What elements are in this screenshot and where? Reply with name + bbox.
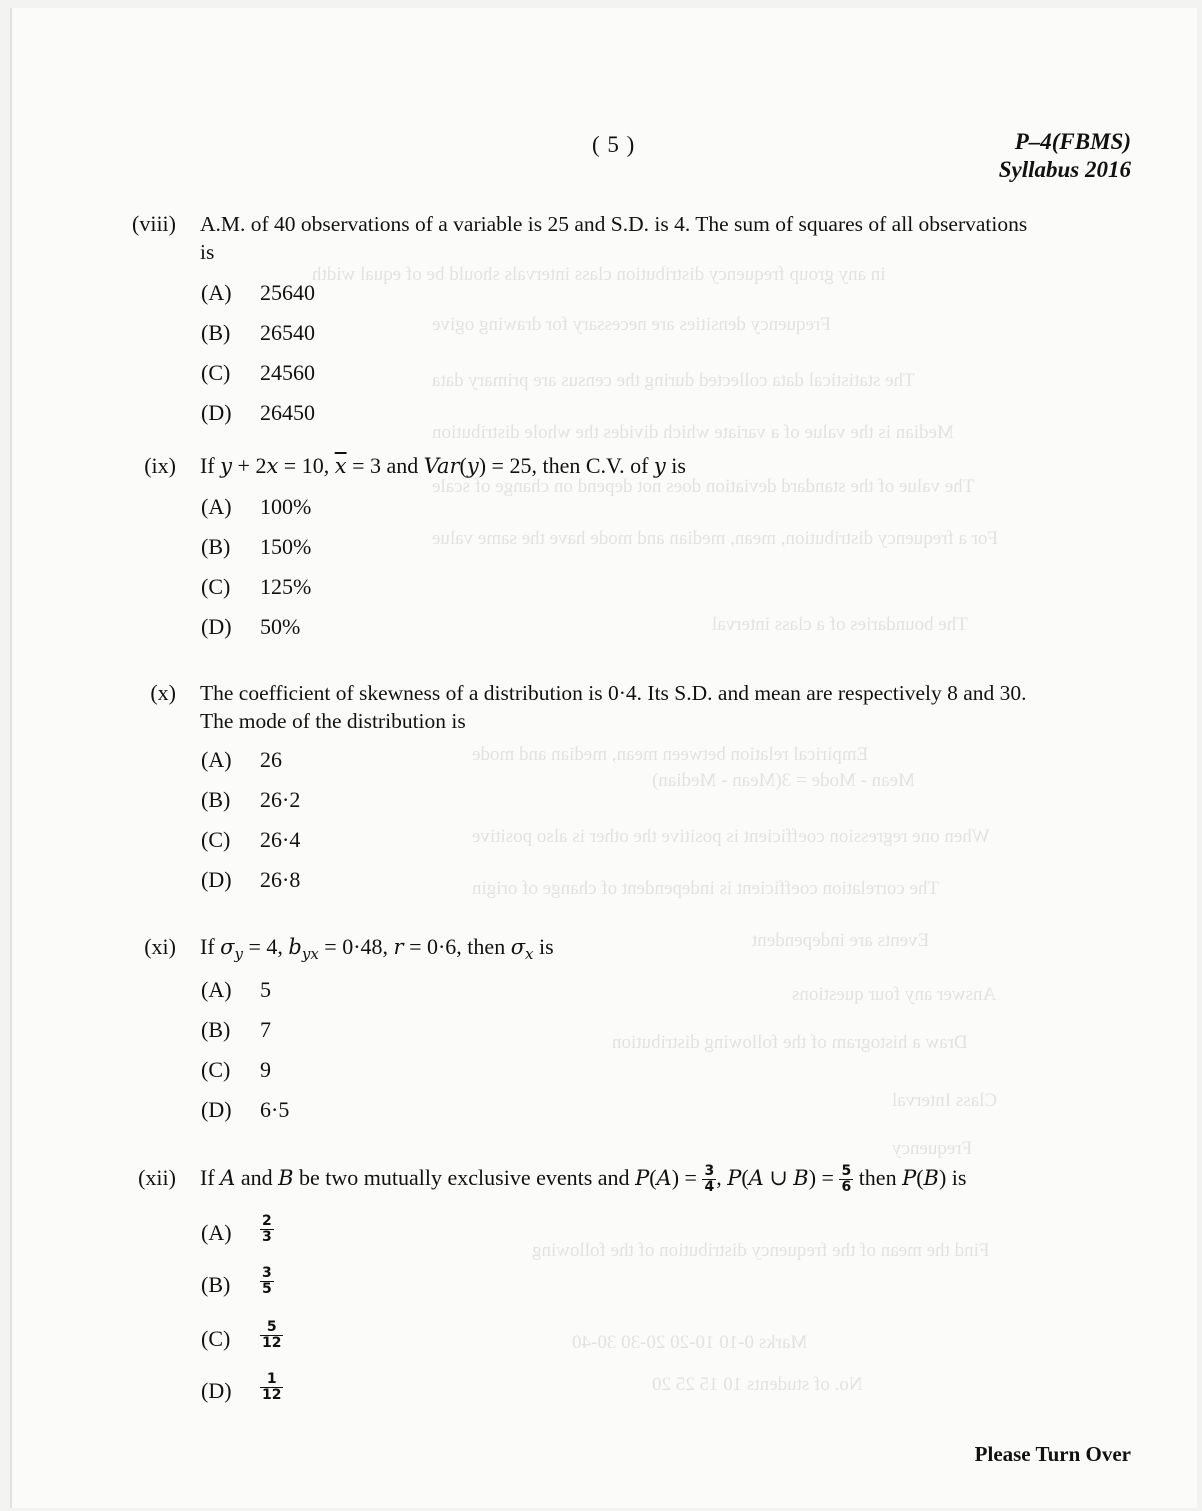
option-value: 26540 <box>260 320 315 345</box>
bleed-through: The correlation coefficient is independent of change of origin <box>472 878 940 899</box>
bleed-through: No. of students 10 15 25 20 <box>652 1374 863 1395</box>
option-label: (A) <box>201 1220 232 1245</box>
option-label: (D) <box>201 400 232 425</box>
bleed-through: Marks 0-10 10-20 20-30 30-40 <box>572 1332 808 1353</box>
option-value: 26·8 <box>260 867 301 892</box>
fraction-denominator: 12 <box>262 1387 282 1403</box>
question-text-line: A.M. of 40 observations of a variable is 25 and S.D. is 4. The sum of squares of all observations <box>200 212 1028 236</box>
question-number: (xi) <box>144 934 176 959</box>
bleed-through: Frequency densities are necessary for drawing ogive <box>432 314 831 335</box>
question-text-line: The mode of the distribution is <box>200 709 466 733</box>
bleed-through: Empirical relation between mean, median and mode <box>472 744 869 765</box>
option-label: (C) <box>201 1326 231 1351</box>
fraction-numerator: 1 <box>260 1372 283 1388</box>
question-text: If $\sigma_y = 4$, $b_{yx} = 0\cdot 48$, r = 0·6, then $\sigma_x$ is <box>200 934 554 964</box>
option-value: 100% <box>260 494 312 519</box>
bleed-through: Find the mean of the frequency distribution of the following <box>532 1240 990 1261</box>
fraction: $\frac{5}{6}$ <box>841 1163 852 1196</box>
fraction-numerator: 5 <box>260 1320 283 1336</box>
bleed-through: Draw a histogram of the following distribution <box>612 1032 968 1053</box>
syllabus-year: Syllabus 2016 <box>998 157 1131 182</box>
question-text <box>200 210 1148 266</box>
fraction-denominator: 12 <box>262 1335 282 1351</box>
bleed-through: Class Interval <box>892 1090 998 1111</box>
option-label: (A) <box>201 280 232 305</box>
option-label: (B) <box>201 1017 231 1042</box>
option-label: (B) <box>201 1272 231 1297</box>
option-label: (D) <box>201 867 232 892</box>
exam-page <box>10 8 1197 1508</box>
option-value: 26450 <box>260 400 315 425</box>
option-label: (A) <box>201 977 232 1002</box>
question-text <box>200 679 1148 735</box>
option-value: 125% <box>260 574 312 599</box>
bleed-through: For a frequency distribution, mean, median and mode have the same value <box>432 528 999 549</box>
bleed-through: in any group frequency distribution class intervals should be of equal width <box>312 264 886 285</box>
option-value: 25640 <box>260 280 315 305</box>
option-label: (A) <box>201 747 232 772</box>
option-label: (B) <box>201 534 231 559</box>
option-label: (D) <box>201 614 232 639</box>
paper-header <box>999 128 1131 184</box>
question-number: (viii) <box>132 211 176 236</box>
question-text: If y + 2x = 10, $\overline{x} = 3$ and Var(y) = 25, then C.V. of y is <box>200 453 686 478</box>
fraction-denominator: 5 <box>262 1281 272 1297</box>
fraction-numerator: 2 <box>262 1213 272 1229</box>
bleed-through: The boundaries of a class interval <box>712 614 968 635</box>
fraction: $\frac{3}{4}$ <box>704 1163 715 1196</box>
option-value: 7 <box>260 1017 271 1042</box>
bleed-through: Frequency <box>892 1138 973 1159</box>
option-label: (C) <box>201 574 231 599</box>
bleed-through: The statistical data collected during the census are primary data <box>432 370 915 391</box>
option-label: (D) <box>201 1097 232 1122</box>
option-label: (C) <box>201 1057 231 1082</box>
option-value: 6·5 <box>260 1097 290 1122</box>
option-value <box>260 1372 283 1403</box>
option-value: 9 <box>260 1057 271 1082</box>
please-turn-over: Please Turn Over <box>974 1442 1131 1466</box>
paper-code: P–4(FBMS) <box>1014 129 1131 154</box>
bleed-through: The value of the standard deviation does not depend on change of scale <box>432 476 975 497</box>
option-value <box>260 1320 283 1351</box>
option-value: 26 <box>260 747 282 772</box>
option-value <box>260 1214 274 1245</box>
page-number: ( 5 ) <box>592 132 636 157</box>
option-label: (B) <box>201 320 231 345</box>
question-number: (x) <box>150 680 176 705</box>
bleed-through: When one regression coefficient is positive the other is also positive <box>472 826 990 847</box>
option-label: (C) <box>201 827 231 852</box>
question-text-line: is <box>200 240 215 264</box>
question-number: (ix) <box>144 453 176 478</box>
bleed-through: Answer any four questions <box>792 984 997 1005</box>
option-value: 26·4 <box>260 827 301 852</box>
option-value: 24560 <box>260 360 315 385</box>
option-value: 5 <box>260 977 271 1002</box>
option-label: (C) <box>201 360 231 385</box>
option-value: 50% <box>260 614 301 639</box>
question-text: If A and B be two mutually exclusive events and P(A) = $\frac{3}{4}$ , P(A ∪ B) = $\frac{5}{6}$ then P(B) is <box>200 1163 967 1196</box>
option-value <box>260 1266 274 1297</box>
option-label: (D) <box>201 1378 232 1403</box>
question-text-line: The coefficient of skewness of a distribution is 0·4. Its S.D. and mean are respectively 8 and 30. <box>200 681 1027 705</box>
bleed-through: Mean - Mode = 3(Mean - Median) <box>652 770 915 791</box>
fraction-denominator: 3 <box>262 1229 272 1245</box>
option-label: (A) <box>201 494 232 519</box>
option-value: 150% <box>260 534 312 559</box>
bleed-through: Events are independent <box>752 930 930 951</box>
option-value: 26·2 <box>260 787 301 812</box>
question-number: (xii) <box>138 1165 176 1190</box>
option-label: (B) <box>201 787 231 812</box>
fraction-numerator: 3 <box>262 1265 272 1281</box>
bleed-through: Median is the value of a variate which divides the whole distribution <box>432 422 954 443</box>
